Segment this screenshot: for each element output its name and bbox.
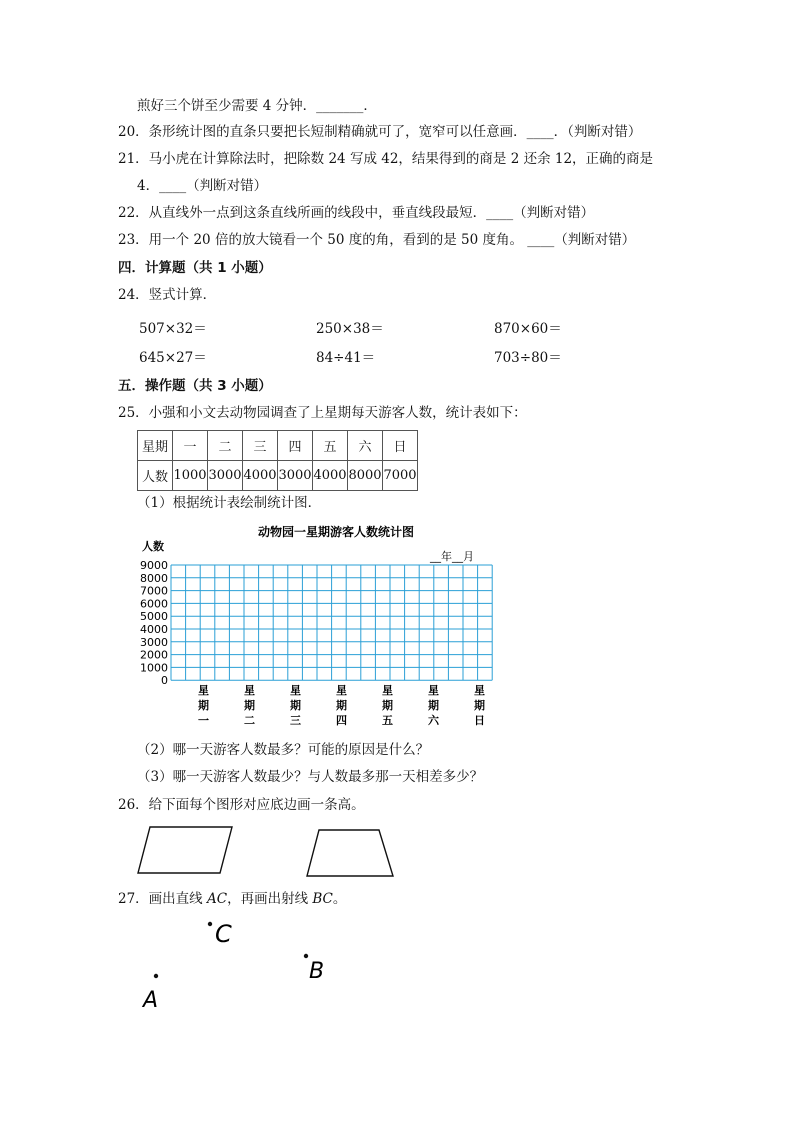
q25-3: （3）哪一天游客人数最少？与人数最多那一天相差多少？ bbox=[137, 769, 484, 785]
table-cell: 日 bbox=[383, 431, 418, 461]
y-tick-label: 0 bbox=[161, 674, 168, 688]
y-tick-label: 6000 bbox=[140, 597, 168, 611]
table-cell: 二 bbox=[208, 431, 243, 461]
y-tick-label: 5000 bbox=[140, 610, 168, 624]
y-tick-label: 8000 bbox=[140, 571, 168, 585]
x-category-label: 星 bbox=[427, 684, 439, 698]
x-category-label: 星 bbox=[198, 684, 209, 698]
trapezoid-shape bbox=[303, 826, 397, 880]
q19-tail: 煎好三个饼至少需要 4 分钟．_______． bbox=[137, 98, 377, 114]
table-cell: 4000 bbox=[243, 461, 278, 491]
x-category-label: 期 bbox=[289, 699, 301, 713]
calc-3: 870×60＝ bbox=[494, 321, 562, 337]
table-cell: 三 bbox=[243, 431, 278, 461]
table-row bbox=[138, 431, 418, 461]
point-a-dot bbox=[154, 974, 158, 978]
q27-line-ac: AC bbox=[206, 891, 228, 907]
x-category-label: 六 bbox=[427, 714, 439, 728]
x-category-label: 期 bbox=[427, 699, 439, 713]
table-cell: 六 bbox=[348, 431, 383, 461]
x-category-label: 期 bbox=[473, 699, 485, 713]
table-row bbox=[138, 461, 418, 491]
calc-6: 703÷80＝ bbox=[494, 350, 562, 366]
table-cell: 3000 bbox=[278, 461, 313, 491]
q27-ray-bc: BC bbox=[312, 891, 333, 907]
visitor-chart bbox=[136, 518, 485, 733]
q21-line2: 4．____（判断对错） bbox=[137, 178, 268, 194]
table-cell: 五 bbox=[313, 431, 348, 461]
x-category-label: 星 bbox=[243, 684, 255, 698]
x-category-label: 五 bbox=[381, 714, 393, 728]
y-tick-label: 9000 bbox=[140, 559, 168, 572]
y-tick-label: 4000 bbox=[140, 623, 168, 636]
q22: 22．从直线外一点到这条直线所画的线段中，垂直线段最短．____（判断对错） bbox=[118, 205, 595, 221]
q23: 23．用一个 20 倍的放大镜看一个 50 度的角，看到的是 50 度角。 ____（判断对错） bbox=[118, 232, 636, 248]
stat-table bbox=[137, 430, 418, 491]
table-head-weekday: 星期 bbox=[138, 431, 173, 461]
table-cell: 4000 bbox=[313, 461, 348, 491]
q27 bbox=[118, 890, 346, 908]
table-cell: 四 bbox=[278, 431, 313, 461]
q25: 25．小强和小文去动物园调查了上星期每天游客人数，统计表如下： bbox=[118, 405, 527, 421]
y-tick-label: 7000 bbox=[140, 584, 168, 598]
point-a-label: A bbox=[143, 988, 159, 1013]
table-cell: 3000 bbox=[208, 461, 243, 491]
calc-2: 250×38＝ bbox=[316, 321, 384, 337]
parallelogram-shape bbox=[136, 823, 236, 879]
x-category-label: 期 bbox=[243, 699, 255, 713]
q24: 24．竖式计算． bbox=[118, 287, 217, 303]
x-category-label: 星 bbox=[289, 684, 301, 698]
x-category-label: 星 bbox=[473, 684, 485, 698]
table-cell: 7000 bbox=[383, 461, 418, 491]
chart-title: 动物园一星期游客人数统计图 bbox=[257, 525, 415, 539]
calc-1: 507×32＝ bbox=[139, 321, 207, 337]
point-b-dot bbox=[304, 954, 308, 958]
x-category-label: 期 bbox=[198, 699, 209, 713]
chart-date-blank: __年__月 bbox=[430, 550, 474, 563]
y-tick-label: 1000 bbox=[140, 661, 168, 675]
x-category-label: 三 bbox=[289, 714, 301, 728]
q20: 20．条形统计图的直条只要把长短制精确就可了，宽窄可以任意画．____．（判断对错） bbox=[118, 124, 642, 140]
calc-4: 645×27＝ bbox=[139, 350, 207, 366]
table-cell: 1000 bbox=[173, 461, 208, 491]
y-tick-label: 2000 bbox=[140, 648, 168, 662]
q27-prefix: 27．画出直线 bbox=[118, 891, 207, 907]
section-5-heading: 五．操作题（共 3 小题） bbox=[118, 378, 272, 394]
x-category-label: 星 bbox=[335, 684, 347, 698]
x-category-label: 日 bbox=[473, 714, 485, 728]
q27-mid: ，再画出射线 bbox=[227, 891, 313, 907]
q25-1: （1）根据统计表绘制统计图． bbox=[137, 495, 322, 511]
x-category-label: 星 bbox=[381, 684, 393, 698]
table-head-count: 人数 bbox=[138, 461, 173, 491]
q27-end: 。 bbox=[332, 891, 347, 907]
q21-line1: 21．马小虎在计算除法时，把除数 24 写成 42，结果得到的商是 2 还余 12，正确的商是 bbox=[118, 151, 654, 167]
point-c-dot bbox=[208, 922, 212, 926]
point-b-label: B bbox=[309, 959, 325, 984]
table-cell: 8000 bbox=[348, 461, 383, 491]
x-category-label: 一 bbox=[198, 714, 209, 728]
table-cell: 一 bbox=[173, 431, 208, 461]
points-figure bbox=[136, 912, 336, 1012]
q25-2: （2）哪一天游客人数最多？可能的原因是什么？ bbox=[137, 742, 430, 758]
point-c-label: C bbox=[215, 920, 232, 948]
x-category-label: 二 bbox=[243, 714, 255, 728]
x-category-label: 期 bbox=[335, 699, 347, 713]
calc-5: 84÷41＝ bbox=[316, 350, 376, 366]
y-tick-label: 3000 bbox=[140, 635, 168, 649]
x-category-label: 期 bbox=[381, 699, 393, 713]
x-category-label: 四 bbox=[335, 714, 347, 728]
section-4-heading: 四．计算题（共 1 小题） bbox=[118, 260, 272, 276]
chart-ylabel: 人数 bbox=[142, 540, 164, 553]
q26: 26．给下面每个图形对应底边画一条高。 bbox=[118, 797, 365, 813]
